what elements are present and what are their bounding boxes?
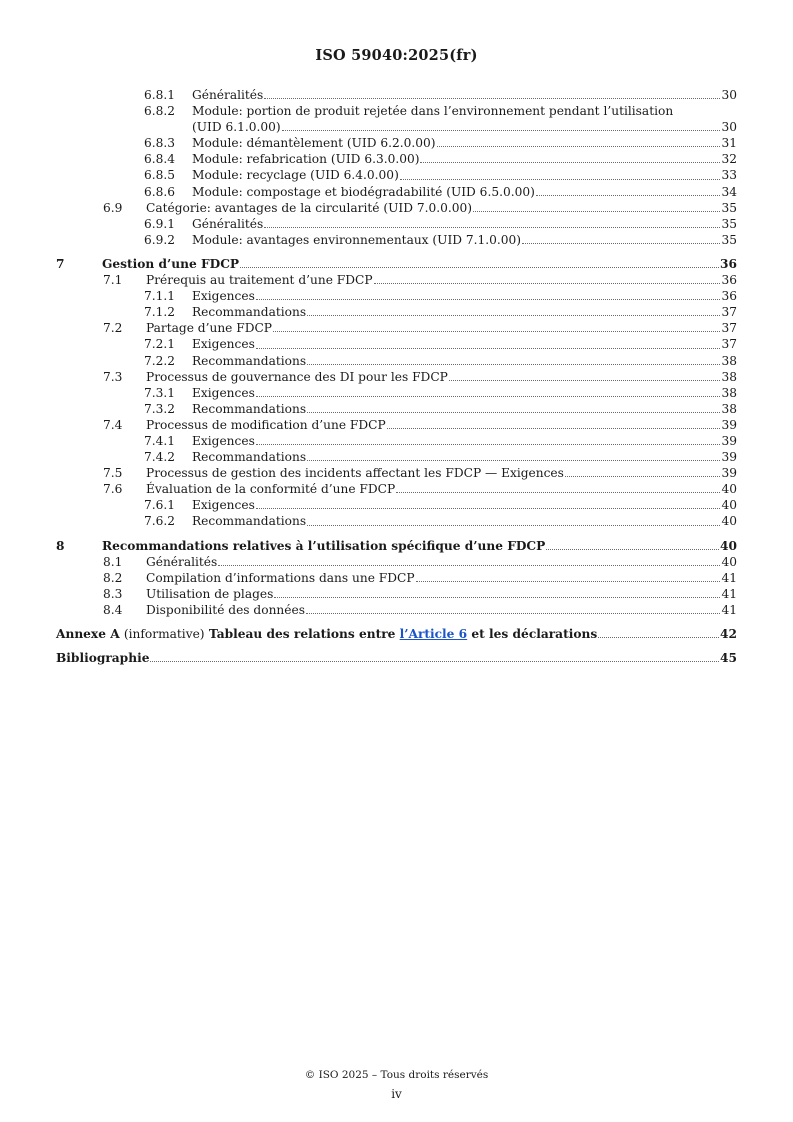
toc-entry-title: Exigences [192, 337, 255, 352]
toc-entry-title: Module: compostage et biodégradabilité (UID 6.5.0.00) [192, 184, 535, 199]
dot-leader [256, 299, 721, 300]
toc-entry-number: 8.4 [103, 602, 123, 617]
toc-entry-title: Exigences [192, 433, 255, 448]
toc-entry-title: Compilation d’informations dans une FDCP [146, 570, 415, 585]
dot-leader [396, 492, 720, 493]
toc-entry-number: 7.2 [103, 321, 123, 336]
dot-leader [307, 412, 720, 413]
toc-entry-title-continuation: (UID 6.1.0.00) [192, 120, 281, 135]
toc-entry-title: Recommandations relatives à l’utilisation spécifique d’une FDCP [102, 538, 546, 553]
toc-entry[interactable] [56, 103, 737, 119]
dot-leader [306, 613, 721, 614]
toc-entry[interactable] [56, 586, 737, 602]
dot-leader [256, 444, 721, 445]
toc-entry[interactable] [56, 167, 737, 183]
toc-entry-page: 41 [721, 602, 737, 617]
toc-entry-number: 7.3.2 [144, 401, 176, 416]
toc-entry-annex[interactable] [56, 626, 737, 642]
toc-entry-title: Recommandations [192, 401, 307, 416]
toc-entry-title: Généralités [192, 216, 264, 231]
bibliography-title: Bibliographie [56, 651, 150, 666]
dot-leader [374, 283, 721, 284]
toc-entry-title: Exigences [192, 289, 255, 304]
dot-leader [240, 267, 719, 268]
article-6-link[interactable]: l’Article 6 [399, 627, 468, 641]
toc-entry-number: 8.3 [103, 586, 123, 601]
dot-leader [273, 331, 720, 332]
toc-entry-number: 6.8.5 [144, 168, 176, 183]
toc-entry[interactable] [56, 554, 737, 570]
toc-entry-number: 6.8.1 [144, 88, 176, 102]
toc-entry-page: 33 [721, 168, 737, 183]
toc-entry-number: 7.1.2 [144, 305, 176, 320]
toc-entry-page: 40 [721, 554, 737, 569]
toc-entry[interactable] [56, 200, 737, 216]
toc-entry-title: Processus de gouvernance des DI pour les FDCP [146, 369, 448, 384]
toc-entry[interactable] [56, 353, 737, 369]
toc-entry[interactable] [56, 256, 737, 272]
dot-leader [536, 195, 721, 196]
toc-entry-page: 39 [721, 417, 737, 432]
toc-entry[interactable] [56, 465, 737, 481]
toc-entry[interactable] [56, 570, 737, 586]
toc-entry[interactable] [56, 538, 737, 554]
toc-entry-page: 30 [721, 120, 737, 135]
toc-entry-number: 7.2.1 [144, 337, 176, 352]
toc-entry-title: Recommandations [192, 305, 307, 320]
toc-entry-page: 37 [721, 321, 737, 336]
annex-title [56, 626, 597, 642]
toc-entry-page: 37 [721, 305, 737, 320]
toc-entry-page: 40 [721, 514, 737, 529]
toc-entry-continuation[interactable] [56, 119, 737, 135]
dot-leader [264, 98, 720, 99]
toc-entry-page: 41 [721, 586, 737, 601]
toc-entry[interactable] [56, 232, 737, 248]
footer-page-number: iv [391, 1087, 402, 1101]
toc-entry-page: 35 [721, 200, 737, 215]
document-header: ISO 59040:2025(fr) [315, 47, 478, 64]
annex-type: (informative) [123, 627, 205, 641]
toc-entry-title: Recommandations [192, 450, 307, 465]
table-of-contents [56, 87, 737, 666]
footer-copyright: © ISO 2025 – Tous droits réservés [304, 1069, 489, 1081]
toc-entry[interactable] [56, 288, 737, 304]
dot-leader [437, 146, 721, 147]
toc-entry-number: 8.1 [103, 554, 123, 569]
toc-entry-number: 7.4.2 [144, 450, 176, 465]
toc-entry-page: 39 [721, 433, 737, 448]
toc-entry-title: Recommandations [192, 514, 307, 529]
toc-entry-page: 38 [721, 401, 737, 416]
toc-entry-title: Utilisation de plages [146, 586, 274, 601]
toc-entry[interactable] [56, 87, 737, 103]
dot-leader [150, 661, 719, 662]
dot-leader [522, 243, 720, 244]
toc-entry-title: Prérequis au traitement d’une FDCP [146, 273, 373, 288]
toc-entry-title: Exigences [192, 385, 255, 400]
toc-entry[interactable] [56, 184, 737, 200]
toc-entry[interactable] [56, 216, 737, 232]
toc-entry-number: 8.2 [103, 570, 123, 585]
toc-entry-page: 39 [721, 450, 737, 465]
toc-entry-number: 6.8.4 [144, 152, 176, 167]
toc-entry-number: 8 [56, 538, 65, 553]
toc-entry-number: 7.6.1 [144, 498, 176, 513]
dot-leader [420, 162, 720, 163]
toc-entry-page: 31 [721, 136, 737, 151]
toc-entry[interactable] [56, 417, 737, 433]
toc-entry-page: 36 [721, 289, 737, 304]
toc-entry[interactable] [56, 135, 737, 151]
toc-entry-title: Évaluation de la conformité d’une FDCP [146, 482, 396, 497]
toc-entry[interactable] [56, 449, 737, 465]
dot-leader [256, 348, 721, 349]
toc-entry[interactable] [56, 433, 737, 449]
toc-entry-number: 7.6 [103, 482, 123, 497]
toc-entry-number: 6.9.2 [144, 232, 176, 247]
dot-leader [400, 179, 721, 180]
toc-entry-page: 41 [721, 570, 737, 585]
toc-entry-number: 6.8.2 [144, 104, 176, 119]
toc-entry-title: Processus de gestion des incidents affectant les FDCP — Exigences [146, 466, 564, 481]
toc-entry[interactable] [56, 401, 737, 417]
toc-entry-title: Catégorie: avantages de la circularité (UID 7.0.0.00) [146, 200, 472, 215]
toc-entry-title: Module: portion de produit rejetée dans l’environnement pendant l’utilisation [192, 104, 674, 119]
toc-entry-title: Partage d’une FDCP [146, 321, 273, 336]
toc-entry-number: 6.8.6 [144, 184, 176, 199]
dot-leader [598, 637, 719, 638]
toc-entry-page: 34 [721, 184, 737, 199]
toc-entry-page: 36 [720, 256, 737, 271]
toc-entry[interactable] [56, 369, 737, 385]
toc-entry[interactable] [56, 497, 737, 513]
toc-entry-number: 7.1 [103, 273, 123, 288]
dot-leader [274, 597, 720, 598]
toc-entry-page: 40 [720, 538, 737, 553]
toc-entry-page: 35 [721, 232, 737, 247]
toc-entry-number: 6.9.1 [144, 216, 176, 231]
toc-entry-number: 7.1.1 [144, 289, 176, 304]
toc-entry-page: 35 [721, 216, 737, 231]
toc-entry-page: 42 [720, 627, 737, 641]
dot-leader [256, 396, 721, 397]
dot-leader [307, 315, 720, 316]
toc-entry-page: 38 [721, 385, 737, 400]
toc-entry-title: Recommandations [192, 353, 307, 368]
toc-entry-page: 40 [721, 498, 737, 513]
toc-entry-title: Disponibilité des données [146, 602, 305, 617]
toc-entry[interactable] [56, 320, 737, 336]
toc-entry-page: 30 [721, 88, 737, 102]
toc-entry-title: Processus de modification d’une FDCP [146, 417, 386, 432]
toc-entry-page: 45 [720, 651, 737, 666]
annex-title-before: Tableau des relations entre [208, 627, 396, 641]
toc-entry[interactable] [56, 481, 737, 497]
toc-entry-bibliography[interactable] [56, 650, 737, 666]
toc-entry-title: Généralités [146, 554, 218, 569]
dot-leader [256, 508, 721, 509]
dot-leader [546, 549, 719, 550]
toc-entry-page: 37 [721, 337, 737, 352]
toc-entry-page: 36 [721, 273, 737, 288]
dot-leader [282, 130, 721, 131]
toc-entry-number: 6.9 [103, 200, 123, 215]
dot-leader [307, 460, 720, 461]
toc-entry[interactable] [56, 272, 737, 288]
toc-entry-title: Module: recyclage (UID 6.4.0.00) [192, 168, 399, 183]
toc-entry-number: 7.4 [103, 417, 123, 432]
toc-entry-page: 32 [721, 152, 737, 167]
toc-entry-number: 6.8.3 [144, 136, 176, 151]
toc-entry-title: Gestion d’une FDCP [102, 256, 240, 271]
annex-label: Annexe A [56, 627, 120, 641]
toc-entry-title: Module: refabrication (UID 6.3.0.00) [192, 152, 420, 167]
toc-entry[interactable] [56, 513, 737, 529]
toc-entry[interactable] [56, 602, 737, 618]
toc-entry-number: 7.3.1 [144, 385, 176, 400]
toc-entry-number: 7.3 [103, 369, 123, 384]
toc-entry-number: 7.4.1 [144, 433, 176, 448]
toc-entry-title: Généralités [192, 88, 264, 102]
annex-title-after: et les déclarations [471, 627, 598, 641]
dot-leader [473, 211, 720, 212]
toc-entry-page: 40 [721, 482, 737, 497]
toc-entry-page: 39 [721, 466, 737, 481]
dot-leader [387, 428, 721, 429]
toc-entry-number: 7 [56, 256, 65, 271]
dot-leader [218, 565, 720, 566]
toc-entry-page: 38 [721, 353, 737, 368]
toc-entry-title: Module: avantages environnementaux (UID 7.1.0.00) [192, 232, 522, 247]
dot-leader [449, 380, 721, 381]
toc-entry-title: Module: démantèlement (UID 6.2.0.00) [192, 136, 436, 151]
toc-entry[interactable] [56, 151, 737, 167]
toc-entry-number: 7.2.2 [144, 353, 176, 368]
toc-entry-page: 38 [721, 369, 737, 384]
toc-entry-number: 7.6.2 [144, 514, 176, 529]
dot-leader [565, 476, 721, 477]
dot-leader [264, 227, 720, 228]
toc-entry[interactable] [56, 336, 737, 352]
toc-entry[interactable] [56, 304, 737, 320]
toc-entry-title: Exigences [192, 498, 255, 513]
dot-leader [307, 525, 720, 526]
dot-leader [416, 581, 721, 582]
toc-entry[interactable] [56, 385, 737, 401]
dot-leader [307, 364, 720, 365]
toc-entry-number: 7.5 [103, 466, 123, 481]
